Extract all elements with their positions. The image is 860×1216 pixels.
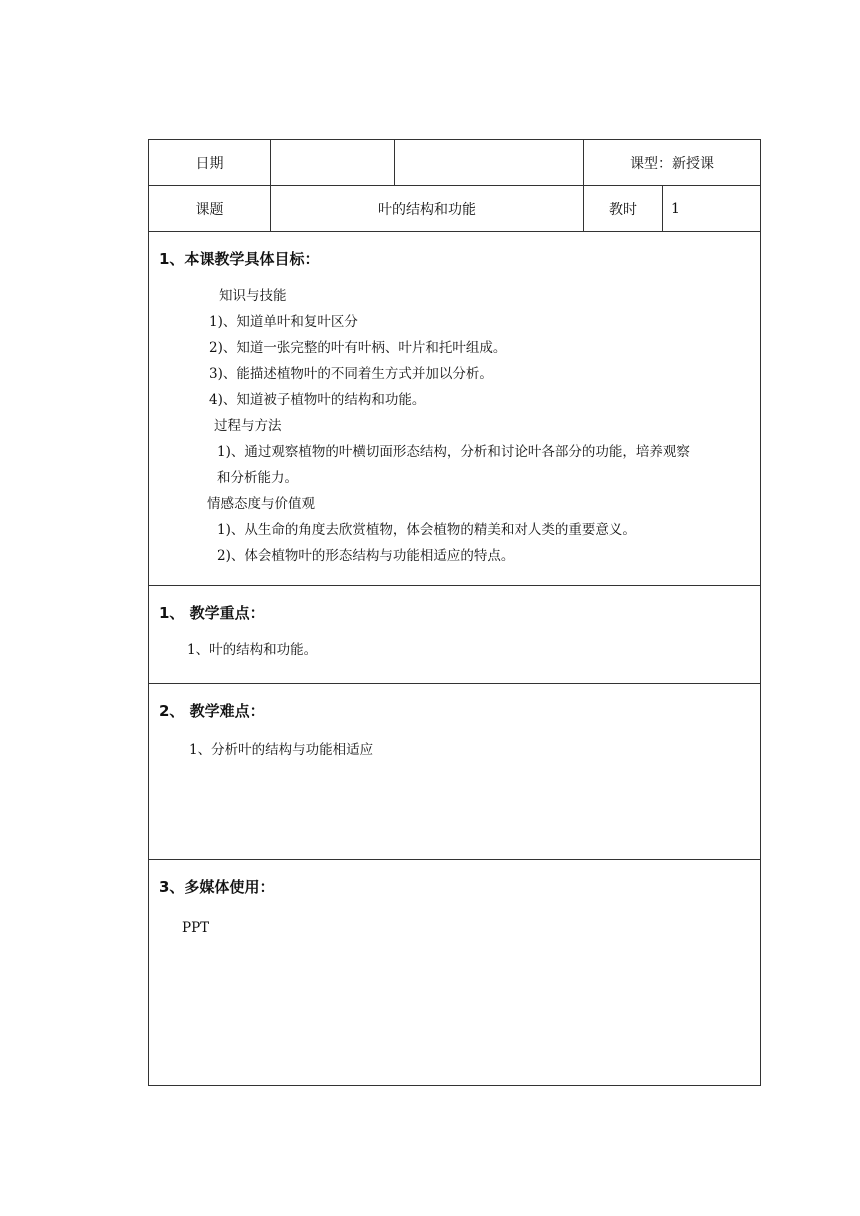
hours-value-cell bbox=[663, 186, 760, 231]
date-value-cell-1 bbox=[271, 140, 395, 185]
lesson-type: 课型：新授课 bbox=[630, 155, 714, 172]
emotion-item-1: 1)、从生命的角度去欣赏植物，体会植物的精美和对人类的重要意义。 bbox=[217, 522, 636, 538]
topic-value-cell bbox=[271, 186, 584, 231]
header-row-topic bbox=[149, 186, 760, 232]
objectives-section bbox=[149, 232, 760, 586]
difficulties-item: 1、分析叶的结构与功能相适应 bbox=[189, 742, 374, 758]
difficulties-section bbox=[149, 684, 760, 860]
multimedia-section bbox=[149, 860, 760, 1085]
emotion-item-2: 2)、体会植物叶的形态结构与功能相适应的特点。 bbox=[217, 548, 515, 564]
difficulties-title: 2、 教学难点： bbox=[159, 702, 265, 720]
hours-value: 1 bbox=[671, 200, 680, 217]
multimedia-item: PPT bbox=[182, 920, 210, 936]
lesson-type-cell bbox=[584, 140, 760, 185]
knowledge-item-1: 1)、知道单叶和复叶区分 bbox=[209, 314, 358, 330]
knowledge-item-4: 4)、知道被子植物叶的结构和功能。 bbox=[209, 392, 426, 408]
knowledge-item-2: 2)、知道一张完整的叶有叶柄、叶片和托叶组成。 bbox=[209, 340, 507, 356]
knowledge-heading: 知识与技能 bbox=[219, 288, 287, 304]
lesson-plan-table bbox=[148, 139, 761, 1086]
emotion-heading: 情感态度与价值观 bbox=[207, 496, 315, 512]
knowledge-item-3: 3)、能描述植物叶的不同着生方式并加以分析。 bbox=[209, 366, 493, 382]
objectives-title: 1、本课教学具体目标： bbox=[159, 250, 320, 268]
process-item-1-line-1: 1)、通过观察植物的叶横切面形态结构，分析和讨论叶各部分的功能，培养观察 bbox=[217, 444, 690, 460]
header-row-date bbox=[149, 140, 760, 186]
topic-label-cell bbox=[149, 186, 271, 231]
hours-label: 教时 bbox=[609, 201, 637, 218]
process-heading: 过程与方法 bbox=[214, 418, 282, 434]
topic-label: 课题 bbox=[195, 201, 224, 218]
key-points-section bbox=[149, 586, 760, 684]
process-item-1-line-2: 和分析能力。 bbox=[217, 470, 298, 486]
date-label: 日期 bbox=[195, 155, 224, 172]
hours-label-cell bbox=[584, 186, 663, 231]
key-points-title: 1、 教学重点： bbox=[159, 604, 265, 622]
key-points-item: 1、叶的结构和功能。 bbox=[187, 642, 318, 658]
date-value-cell-2 bbox=[395, 140, 584, 185]
multimedia-title: 3、多媒体使用： bbox=[159, 878, 275, 896]
topic-value: 叶的结构和功能 bbox=[378, 201, 476, 218]
date-label-cell bbox=[149, 140, 271, 185]
